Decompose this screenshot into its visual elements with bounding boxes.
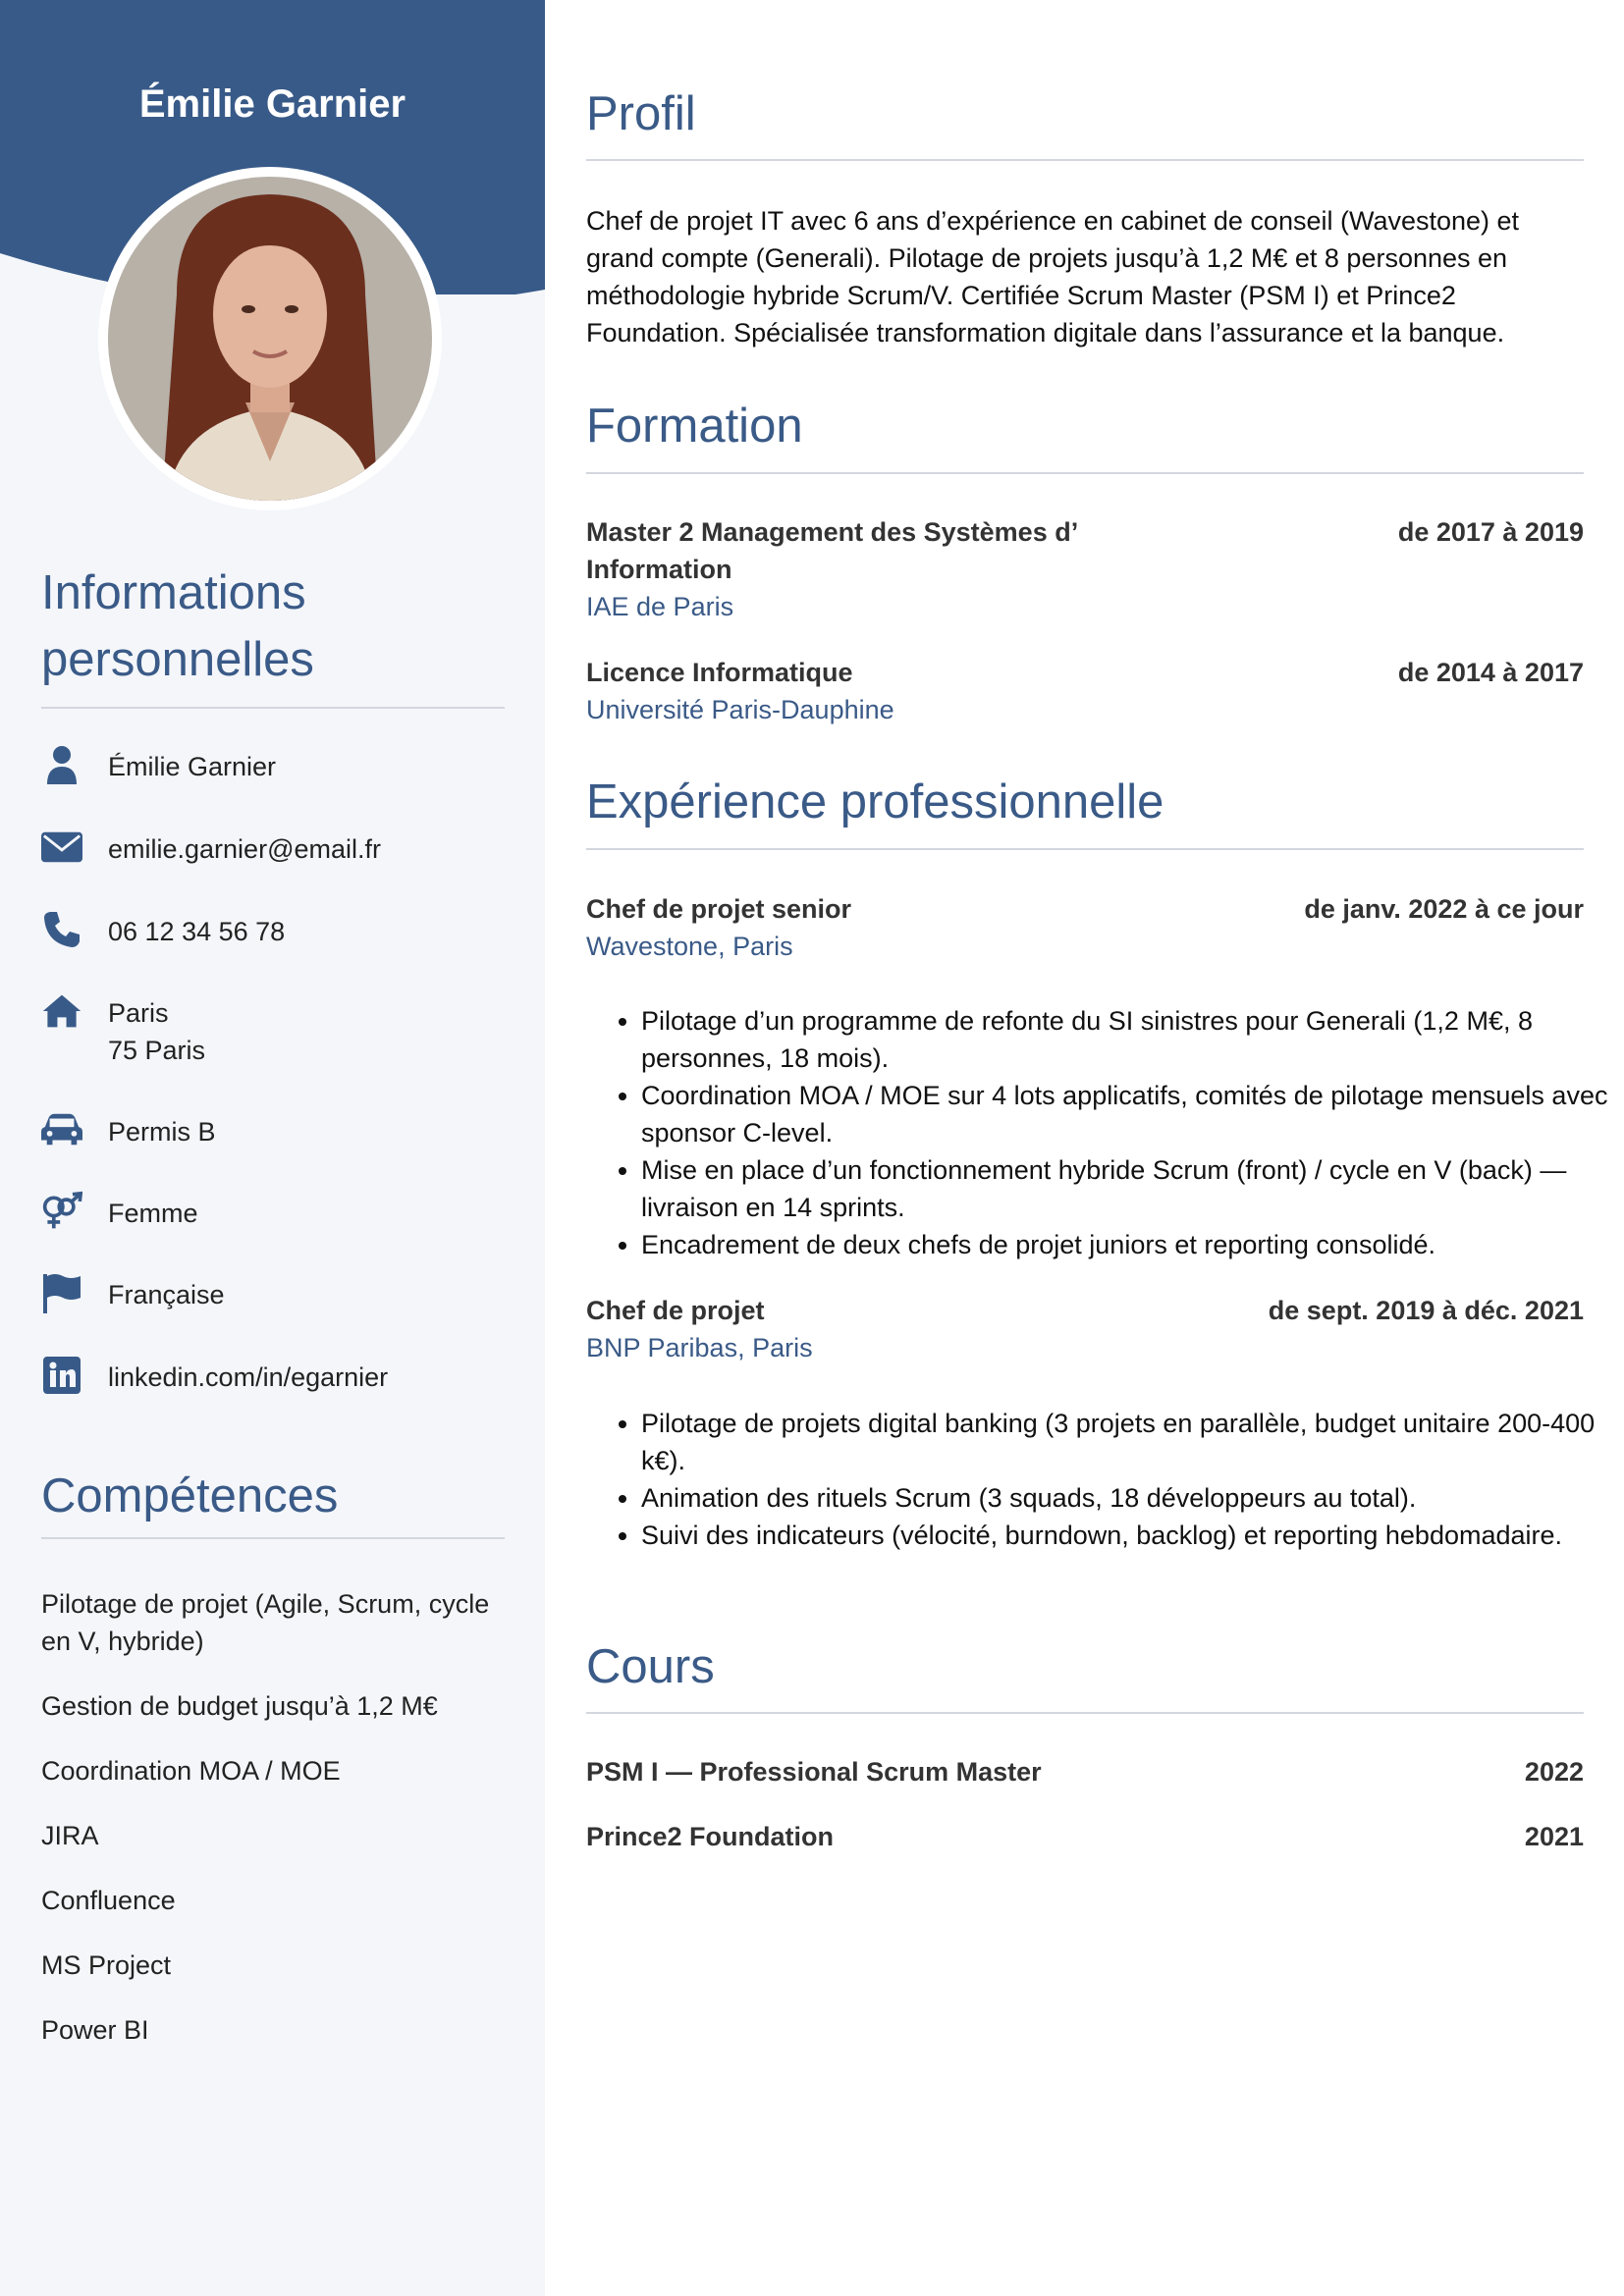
skill-item: Power BI xyxy=(41,2015,149,2045)
course-year: 2021 xyxy=(1524,1822,1584,1851)
flag-icon xyxy=(41,1272,82,1313)
portrait-illustration xyxy=(108,177,432,501)
info-row-email xyxy=(41,830,513,868)
job-bullets xyxy=(586,1405,1624,1554)
skills-title: Compétences xyxy=(41,1469,339,1522)
job-date: de sept. 2019 à déc. 2021 xyxy=(1268,1296,1584,1325)
info-row-name xyxy=(41,748,513,785)
section-divider xyxy=(586,1712,1584,1714)
info-email[interactable]: emilie.garnier@email.fr xyxy=(108,834,381,864)
education-school: Université Paris-Dauphine xyxy=(586,695,894,724)
car-icon xyxy=(41,1109,82,1150)
skill-item: JIRA xyxy=(41,1821,99,1850)
envelope-icon xyxy=(41,827,82,868)
gender-icon xyxy=(41,1191,82,1232)
info-row-license xyxy=(41,1113,513,1150)
home-icon xyxy=(41,990,82,1032)
education-degree: Master 2 Management des Systèmes d’ Information xyxy=(586,517,1077,584)
education-date: de 2014 à 2017 xyxy=(1397,658,1584,687)
education-degree: Licence Informatique xyxy=(586,658,853,687)
info-row-linkedin xyxy=(41,1359,513,1396)
info-phone[interactable]: 06 12 34 56 78 xyxy=(108,917,286,946)
section-divider xyxy=(41,707,505,709)
person-icon xyxy=(41,744,82,785)
info-row-address xyxy=(41,994,513,1069)
course-year: 2022 xyxy=(1524,1757,1584,1787)
info-name: Émilie Garnier xyxy=(108,752,277,781)
education-date: de 2017 à 2019 xyxy=(1397,517,1584,547)
skill-item: Confluence xyxy=(41,1886,176,1915)
section-divider xyxy=(586,159,1584,161)
job-company: BNP Paribas, Paris xyxy=(586,1333,813,1362)
job-bullet: • Pilotage d’un programme de refonte du SI sinistres pour Generali (1,2 M€, 8 personnes, 18 mois). xyxy=(641,1002,1624,1077)
info-nationality: Française xyxy=(108,1280,225,1309)
job-bullets xyxy=(586,1002,1624,1263)
job-bullet: • Mise en place d’un fonctionnement hybride Scrum (front) / cycle en V (back) — livraison en 14 sprints. xyxy=(641,1151,1624,1226)
info-postal: 75 Paris xyxy=(108,1036,206,1065)
education-school: IAE de Paris xyxy=(586,592,734,621)
job-bullet: • Animation des rituels Scrum (3 squads, 18 développeurs au total). xyxy=(641,1479,1624,1517)
info-city: Paris xyxy=(108,998,169,1028)
personal-info-section xyxy=(41,560,505,709)
info-row-nationality xyxy=(41,1276,513,1313)
job-company: Wavestone, Paris xyxy=(586,932,793,961)
info-gender: Femme xyxy=(108,1199,198,1228)
job-bullet: • Suivi des indicateurs (vélocité, burndown, backlog) et reporting hebdomadaire. xyxy=(641,1517,1624,1554)
skills-section xyxy=(41,1463,505,1539)
section-divider xyxy=(41,1537,505,1539)
personal-info-title: Informations personnelles xyxy=(41,566,314,686)
profile-title: Profil xyxy=(586,87,696,140)
sidebar xyxy=(0,0,545,2296)
job-role: Chef de projet senior xyxy=(586,894,852,924)
job-bullet: • Coordination MOA / MOE sur 4 lots applicatifs, comités de pilotage mensuels avec sponsor C-level. xyxy=(641,1077,1624,1151)
skill-item: Pilotage de projet (Agile, Scrum, cycle en V, hybride) xyxy=(41,1589,490,1656)
info-license: Permis B xyxy=(108,1117,216,1147)
phone-icon xyxy=(41,909,82,950)
course-name: Prince2 Foundation xyxy=(586,1822,835,1851)
job-role: Chef de projet xyxy=(586,1296,765,1325)
job-bullet: • Encadrement de deux chefs de projet juniors et reporting consolidé. xyxy=(641,1226,1624,1263)
education-title: Formation xyxy=(586,400,803,453)
info-row-phone xyxy=(41,913,513,950)
job-bullet: • Pilotage de projets digital banking (3 projets en parallèle, budget unitaire 200-400 k€). xyxy=(641,1405,1624,1479)
info-address xyxy=(108,994,205,1069)
courses-title: Cours xyxy=(586,1640,715,1693)
profile-text: Chef de projet IT avec 6 ans d’expérience en cabinet de conseil (Wavestone) et grand compte (Generali). Pilotage de projets jusqu’à 1,2 M€ et 8 personnes en méthodologie hybride Scrum/V. Certifiée Scrum Master (PSM I) et Prince2 Foundation. Spécialisée transformation digitale dans l’assurance et la banque. xyxy=(586,206,1520,347)
candidate-name: Émilie Garnier xyxy=(138,82,406,126)
skill-item: Coordination MOA / MOE xyxy=(41,1756,341,1786)
experience-title: Expérience professionnelle xyxy=(586,775,1164,828)
info-row-gender xyxy=(41,1195,513,1232)
job-date: de janv. 2022 à ce jour xyxy=(1304,894,1584,924)
skill-item: Gestion de budget jusqu’à 1,2 M€ xyxy=(41,1691,438,1721)
info-linkedin[interactable]: linkedin.com/in/egarnier xyxy=(108,1362,389,1392)
course-name: PSM I — Professional Scrum Master xyxy=(586,1757,1042,1787)
linkedin-icon xyxy=(41,1355,82,1396)
skill-item: MS Project xyxy=(41,1950,172,1980)
profile-photo xyxy=(98,167,442,510)
section-divider xyxy=(586,848,1584,850)
section-divider xyxy=(586,472,1584,474)
